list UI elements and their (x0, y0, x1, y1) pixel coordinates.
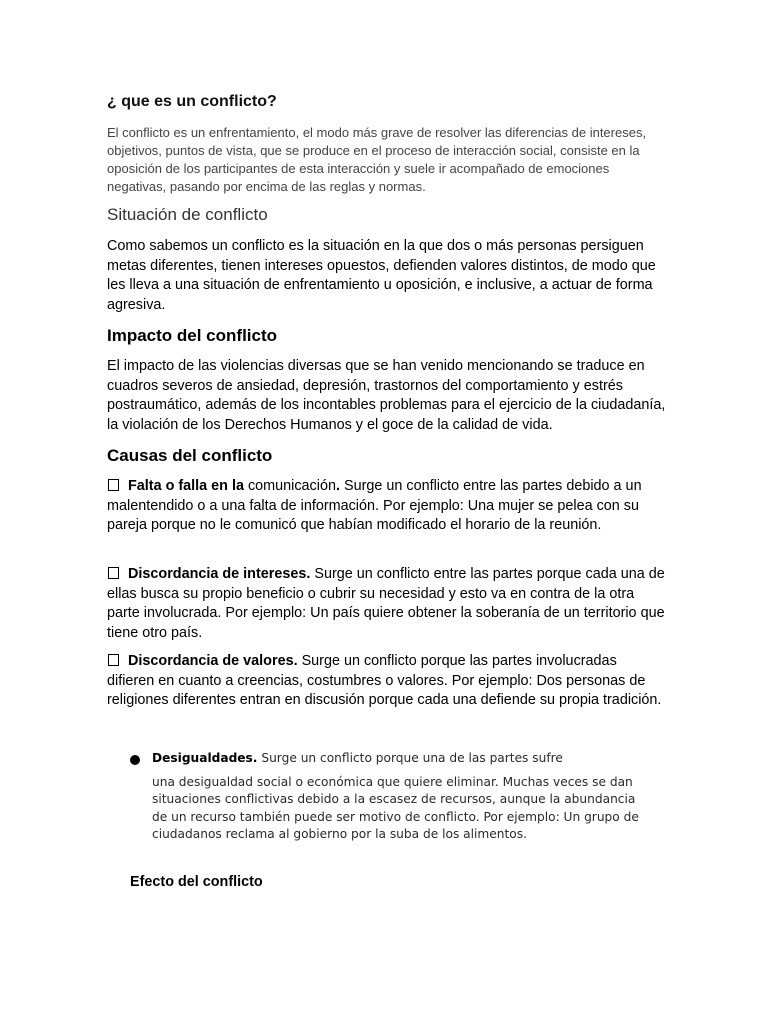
cause-text-rest: una desigualdad social o económica que quiere eliminar. Muchas veces se dan situaciones conflictivas debido a la escasez de recursos, aunque la abundancia de un recurso también puede ser motivo de conflicto. Por ejemplo: Un grupo de ciudadanos reclama al gobierno por la suba de los alimentos. (152, 774, 639, 841)
paragraph-impacto: El impacto de las violencias diversas que se han venido mencionando se traduce en cuadros severos de ansiedad, depresión, trastornos del comportamiento y estrés postraumático, además de los incontables problemas para el ejercicio de la ciudadanía, la violación de los Derechos Humanos y el goce de la calidad de vida. (107, 358, 666, 433)
checkbox-icon (108, 567, 119, 579)
cause-text-first: Surge un conflicto porque una de las partes sufre (257, 751, 563, 765)
cause-title-end: . (335, 478, 340, 494)
cause-title: Discordancia de intereses. (128, 566, 311, 582)
cause-item-valores (107, 652, 667, 711)
paragraph-definicion: El conflicto es un enfrentamiento, el modo más grave de resolver las diferencias de intereses, objetivos, puntos de vista, que se produce en el proceso de interacción social, consiste en la oposición de los participantes de esta interacción y suele ir acompañado de emociones negativas, pasando por encima de las reglas y normas. (107, 125, 647, 194)
cause-title: Desigualdades. (152, 751, 258, 765)
checkbox-icon (108, 654, 119, 666)
bullet-icon (130, 755, 140, 765)
heading-efecto-conflicto: Efecto del conflicto (130, 874, 263, 890)
cause-text: Surge un conflicto entre las partes porque cada una de ellas busca su propio beneficio o cubrir su necesidad y esto va en contra de la otra parte involucrada. Por ejemplo: Un país quiere obtener la soberanía de un territorio que tiene otro país. (107, 566, 665, 641)
heading-causas-conflicto: Causas del conflicto (107, 446, 273, 465)
heading-impacto-conflicto: Impacto del conflicto (107, 326, 278, 345)
cause-item-intereses (107, 565, 667, 643)
cause-title-mid: comunicación (243, 478, 336, 494)
cause-title: Discordancia de valores. (128, 653, 298, 669)
heading-que-es-conflicto: ¿ que es un conflicto? (107, 93, 277, 110)
cause-item-desigualdades (152, 750, 652, 844)
checkbox-icon (108, 479, 119, 491)
heading-situacion-conflicto: Situación de conflicto (107, 205, 268, 224)
paragraph-situacion: Como sabemos un conflicto es la situación en la que dos o más personas persiguen metas diferentes, tienen intereses opuestos, defienden valores distintos, de modo que les lleva a una situación de enfrentamiento u oposición, e inclusive, a actuar de forma agresiva. (107, 238, 656, 313)
cause-item-comunicacion (107, 477, 667, 536)
cause-text: Surge un conflicto porque las partes involucradas difieren en cuanto a creencias, costumbres o valores. Por ejemplo: Dos personas de religiones diferentes entran en discusión porque cada una defiende su propia tradición. (107, 653, 662, 708)
cause-text: Surge un conflicto entre las partes debido a un malentendido o a una falta de información. Por ejemplo: Una mujer se pelea con su pareja porque no le comunicó que habían modificado el horario de la reunión. (107, 478, 642, 533)
bullet-first-line (152, 750, 652, 768)
cause-title: Falta o falla en la (128, 478, 244, 494)
